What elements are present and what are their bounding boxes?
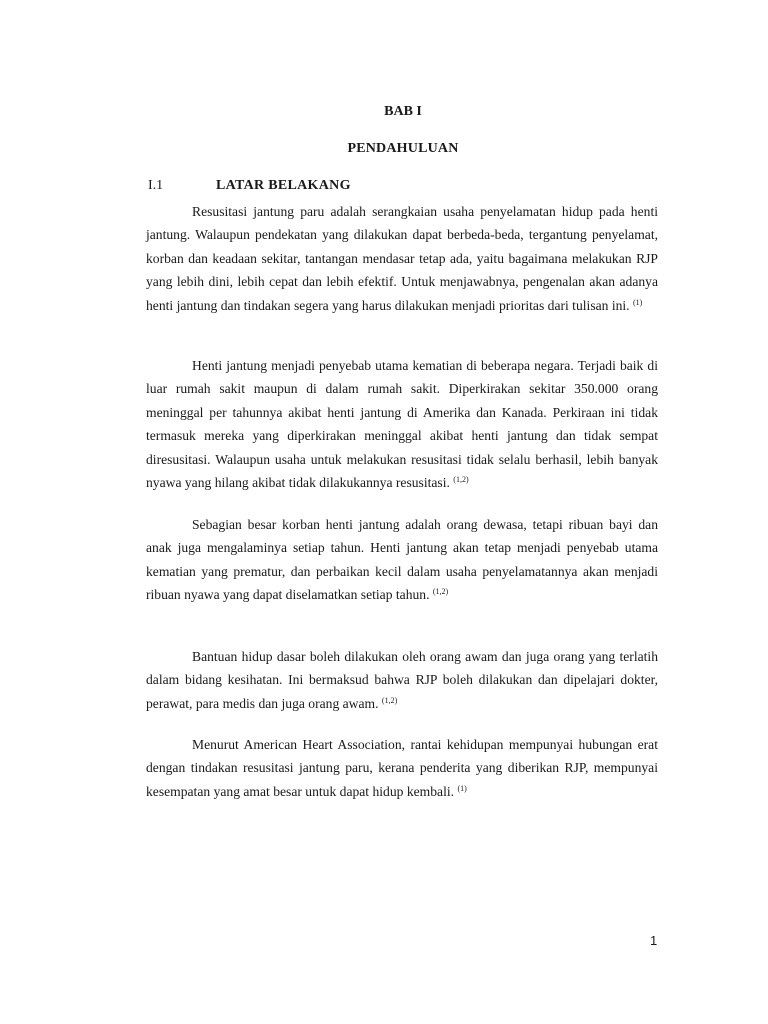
paragraph-text: Menurut American Heart Association, rantai kehidupan mempunyai hubungan erat dengan tindakan resusitasi jantung paru, kerana penderita yang diberikan RJP, mempunyai kesempatan yang amat besar untuk dapat hidup kembali. (146, 737, 658, 799)
citation: (1,2) (381, 695, 398, 705)
paragraph-4 (146, 645, 658, 715)
section-heading (148, 178, 351, 194)
paragraph-3 (146, 513, 658, 607)
paragraph-text: Sebagian besar korban henti jantung adalah orang dewasa, tetapi ribuan bayi dan anak juga mengalaminya setiap tahun. Henti jantung akan tetap menjadi penyebab utama kematian yang prematur, dan perbaikan kecil dalam usaha penyelamatannya akan menjadi ribuan nyawa yang dapat diselamatkan setiap tahun. (146, 517, 658, 603)
section-number: I.1 (148, 178, 164, 193)
section-title: LATAR BELAKANG (216, 178, 351, 193)
paragraph-text: Henti jantung menjadi penyebab utama kematian di beberapa negara. Terjadi baik di luar rumah sakit maupun di dalam rumah sakit. Diperkirakan sekitar 350.000 orang meninggal per tahunnya akibat henti jantung di Amerika dan Kanada. Perkiraan ini tidak termasuk mereka yang diperkirakan meninggal akibat henti jantung dan tidak sempat diresusitasi. Walaupun usaha untuk melakukan resusitasi tidak selalu berhasil, lebih banyak nyawa yang hilang akibat tidak dilakukannya resusitasi. (146, 358, 658, 491)
paragraph-text: Bantuan hidup dasar boleh dilakukan oleh orang awam dan juga orang yang terlatih dalam bidang kesihatan. Ini bermaksud bahwa RJP boleh dilakukan dan dipelajari dokter, perawat, para medis dan juga orang awam. (146, 649, 658, 711)
citation: (1) (633, 297, 643, 307)
chapter-title: PENDAHULUAN (347, 141, 459, 156)
paragraph-text: Resusitasi jantung paru adalah serangkaian usaha penyelamatan hidup pada henti jantung. Walaupun pendekatan yang dilakukan dapat berbeda-beda, tergantung penyelamat, korban dan keadaan sekitar, tantangan mendasar tetap ada, yaitu bagaimana melakukan RJP yang lebih dini, lebih cepat dan lebih efektif. Untuk menjawabnya, pengenalan akan adanya henti jantung dan tindakan segera yang harus dilakukan menjadi prioritas dari tulisan ini. (146, 204, 658, 313)
citation: (1,2) (453, 475, 469, 485)
paragraph-5 (146, 733, 658, 803)
citation: (1,2) (432, 587, 449, 597)
page-number: 1 (650, 933, 658, 948)
paragraph-1 (146, 200, 658, 317)
paragraph-2 (146, 354, 658, 494)
citation: (1) (457, 783, 467, 793)
chapter-heading: BAB I (384, 104, 422, 119)
